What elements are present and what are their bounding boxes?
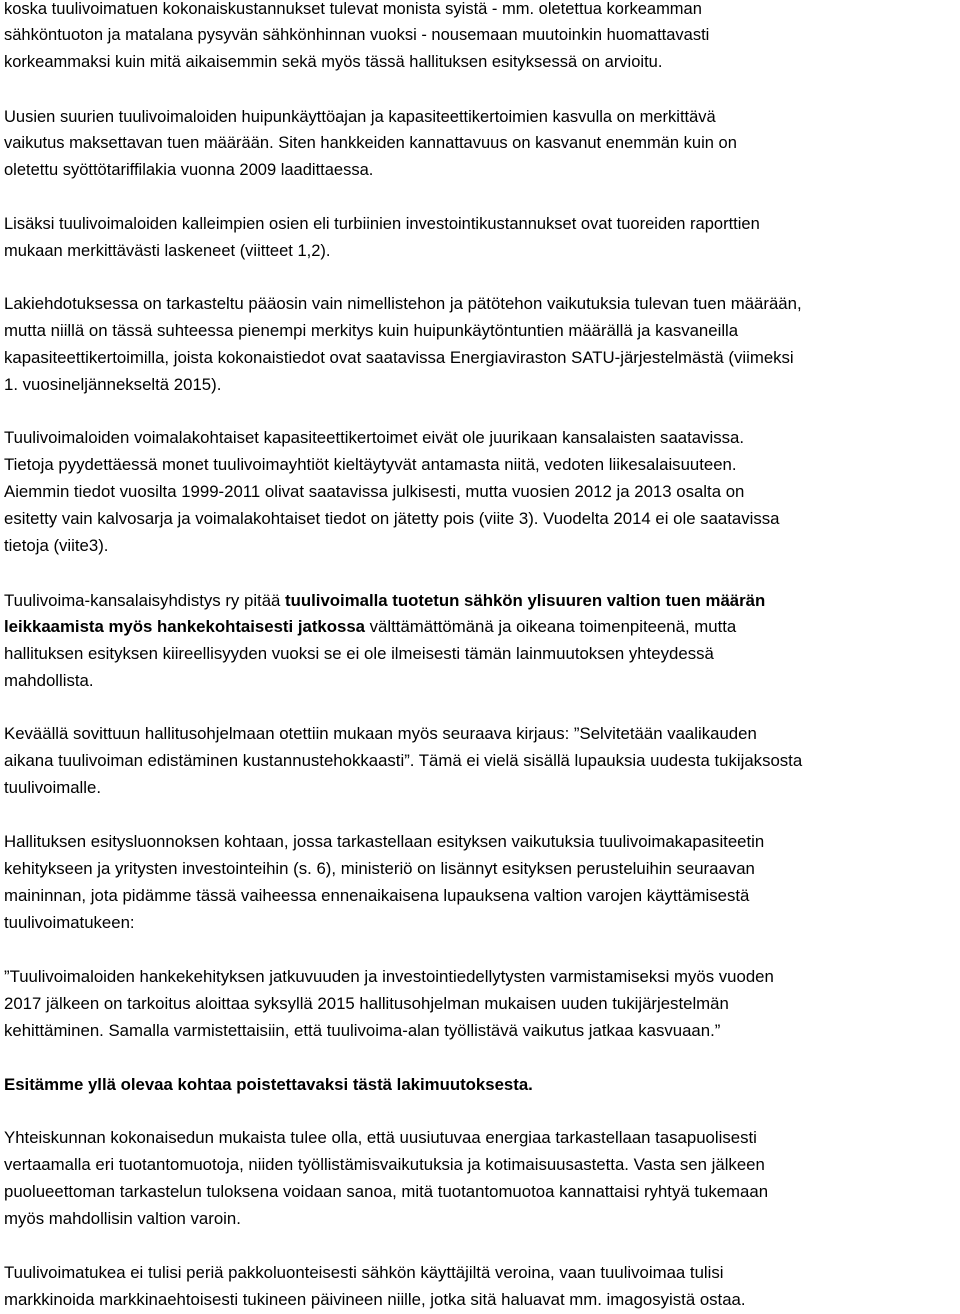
paragraph-7-line-2 (4, 749, 802, 773)
paragraph-5-line-4 (4, 507, 779, 531)
bold-text-run: leikkaamista myös hankekohtaisesti jatkossa (4, 617, 365, 636)
paragraph-11-line-3 (4, 1180, 768, 1204)
text-run: vaikutus maksettavan tuen määrään. Siten hankkeiden kannattavuus on kasvanut enemmän kuin on (4, 134, 737, 152)
text-run: sähköntuoton ja matalana pysyvän sähkönhinnan vuoksi - nousemaan muutoinkin huomattavasti (4, 26, 710, 44)
paragraph-5-line-5 (4, 534, 108, 558)
paragraph-11-line-2 (4, 1153, 765, 1177)
paragraph-6-line-3 (4, 642, 714, 666)
paragraph-4-line-2 (4, 319, 738, 343)
paragraph-6-line-2 (4, 615, 736, 639)
text-run: Yhteiskunnan kokonaisedun mukaista tulee olla, että uusiutuvaa energiaa tarkastellaan tasapuolisesti (4, 1128, 757, 1147)
paragraph-5-line-1 (4, 426, 744, 450)
paragraph-11-line-1 (4, 1126, 757, 1150)
paragraph-6-line-4 (4, 669, 94, 693)
paragraph-10-line-1 (4, 1073, 533, 1097)
text-run: Tuulivoima-kansalaisyhdistys ry pitää (4, 591, 286, 610)
text-run: tuulivoimalle. (4, 778, 102, 797)
paragraph-9-line-3 (4, 1019, 720, 1043)
text-run: Tietoja pyydettäessä monet tuulivoimayhtiöt kieltäytyvät antamasta niitä, vedoten liikesalaisuuteen. (4, 455, 737, 474)
bold-text-run: tuulivoimalla tuotetun sähkön ylisuuren valtion tuen määrän (285, 591, 766, 610)
text-run: oletettu syöttötariffilakia vuonna 2009 laadittaessa. (4, 161, 374, 179)
paragraph-4-line-3 (4, 346, 794, 370)
text-run: mutta niillä on tässä suhteessa pienempi merkitys kuin huipunkäytöntuntien määrällä ja kasvaneilla (4, 321, 739, 340)
paragraph-8-line-4 (4, 911, 135, 935)
paragraph-11-line-4 (4, 1207, 241, 1231)
text-run: hallituksen esityksen kiireellisyyden vuoksi se ei ole ilmeisesti tämän lainmuutoksen yhteydessä (4, 644, 714, 663)
paragraph-6-line-1 (4, 589, 765, 613)
text-run: koska tuulivoimatuen kokonaiskustannukset tulevat monista syistä - mm. oletettua korkeamman (4, 0, 702, 18)
paragraph-2-line-3 (4, 158, 373, 182)
paragraph-1-line-1 (4, 0, 702, 21)
text-run: mukaan merkittävästi laskeneet (viitteet 1,2). (4, 242, 331, 260)
text-run: 2017 jälkeen on tarkoitus aloittaa syksyllä 2015 hallitusohjelman mukaisen uuden tukijärjestelmän (4, 994, 729, 1013)
paragraph-1-line-3 (4, 50, 662, 74)
text-run: korkeammaksi kuin mitä aikaisemmin sekä myös tässä hallituksen esityksessä on arvioitu. (4, 53, 663, 71)
paragraph-12-line-1 (4, 1261, 723, 1285)
text-run: tuulivoimatukeen: (4, 913, 135, 932)
text-run: kapasiteettikertoimilla, joista kokonaistiedot ovat saatavissa Energiaviraston SATU-järjestelmästä (viimeksi (4, 348, 794, 367)
paragraph-4-line-4 (4, 373, 221, 397)
paragraph-7-line-3 (4, 776, 101, 800)
text-run: mahdollista. (4, 671, 94, 690)
paragraph-12-line-2 (4, 1288, 746, 1312)
text-run: Aiemmin tiedot vuosilta 1999-2011 olivat saatavissa julkisesti, mutta vuosien 2012 ja 2013 osalta on (4, 482, 745, 501)
text-run: välttämättömänä ja oikeana toimenpiteenä, mutta (365, 617, 737, 636)
paragraph-5-line-2 (4, 453, 737, 477)
paragraph-8-line-1 (4, 830, 764, 854)
paragraph-2-line-1 (4, 105, 716, 129)
text-run: myös mahdollisin valtion varoin. (4, 1209, 241, 1228)
text-run: ”Tuulivoimaloiden hankekehityksen jatkuvuuden ja investointiedellytysten varmistamiseksi myös vuoden (4, 967, 774, 986)
paragraph-1-line-2 (4, 23, 709, 47)
text-run: tietoja (viite3). (4, 536, 109, 555)
text-run: vertaamalla eri tuotantomuotoja, niiden työllistämisvaikutuksia ja kotimaisuusastetta. Vasta sen jälkeen (4, 1155, 765, 1174)
text-run: esitetty vain kalvosarja ja voimalakohtaiset tiedot on jätetty pois (viite 3). Vuodelta 2014 ei ole saatavissa (4, 509, 780, 528)
text-run: Tuulivoimaloiden voimalakohtaiset kapasiteettikertoimet eivät ole juurikaan kansalaisten saatavissa. (4, 428, 745, 447)
text-run: aikana tuulivoiman edistäminen kustannustehokkaasti”. Tämä ei vielä sisällä lupauksia uudesta tukijaksosta (4, 751, 803, 770)
bold-text-run: Esitämme yllä olevaa kohtaa poistettavaksi tästä lakimuutoksesta. (4, 1075, 533, 1094)
paragraph-5-line-3 (4, 480, 744, 504)
text-run: maininnan, jota pidämme tässä vaiheessa ennenaikaisena lupauksena valtion varojen käyttämisestä (4, 886, 750, 905)
text-run: kehittäminen. Samalla varmistettaisiin, että tuulivoima-alan työllistävä vaikutus jatkaa kasvuaan.” (4, 1021, 721, 1040)
paragraph-9-line-2 (4, 992, 729, 1016)
text-run: markkinoida markkinaehtoisesti tukineen päivineen niille, jotka sitä haluavat mm. imagosyistä ostaa. (4, 1290, 746, 1309)
text-run: Tuulivoimatukea ei tulisi periä pakkoluonteisesti sähkön käyttäjiltä veroina, vaan tuulivoimaa tulisi (4, 1263, 724, 1282)
text-run: Lisäksi tuulivoimaloiden kalleimpien osien eli turbiinien investointikustannukset ovat tuoreiden raporttien (4, 215, 760, 233)
text-run: Uusien suurien tuulivoimaloiden huipunkäyttöajan ja kapasiteettikertoimien kasvulla on merkittävä (4, 108, 716, 126)
paragraph-2-line-2 (4, 131, 737, 155)
paragraph-3-line-2 (4, 239, 330, 263)
paragraph-4-line-1 (4, 292, 802, 316)
text-run: puolueettoman tarkastelun tuloksena voidaan sanoa, mitä tuotantomuotoa kannattaisi ryhtyä tukemaan (4, 1182, 769, 1201)
text-run: 1. vuosineljännekseltä 2015). (4, 375, 222, 394)
paragraph-9-line-1 (4, 965, 774, 989)
text-run: kehitykseen ja yritysten investointeihin (s. 6), ministeriö on lisännyt esityksen perusteluihin seuraavan (4, 859, 755, 878)
paragraph-7-line-1 (4, 722, 757, 746)
paragraph-8-line-3 (4, 884, 749, 908)
text-run: Hallituksen esitysluonnoksen kohtaan, jossa tarkastellaan esityksen vaikutuksia tuulivoimakapasiteetin (4, 832, 765, 851)
paragraph-8-line-2 (4, 857, 755, 881)
text-run: Lakiehdotuksessa on tarkasteltu pääosin vain nimellistehon ja pätötehon vaikutuksia tulevan tuen määrään, (4, 294, 802, 313)
text-run: Keväällä sovittuun hallitusohjelmaan otettiin mukaan myös seuraava kirjaus: ”Selvitetään vaalikauden (4, 724, 757, 743)
paragraph-3-line-1 (4, 212, 760, 236)
